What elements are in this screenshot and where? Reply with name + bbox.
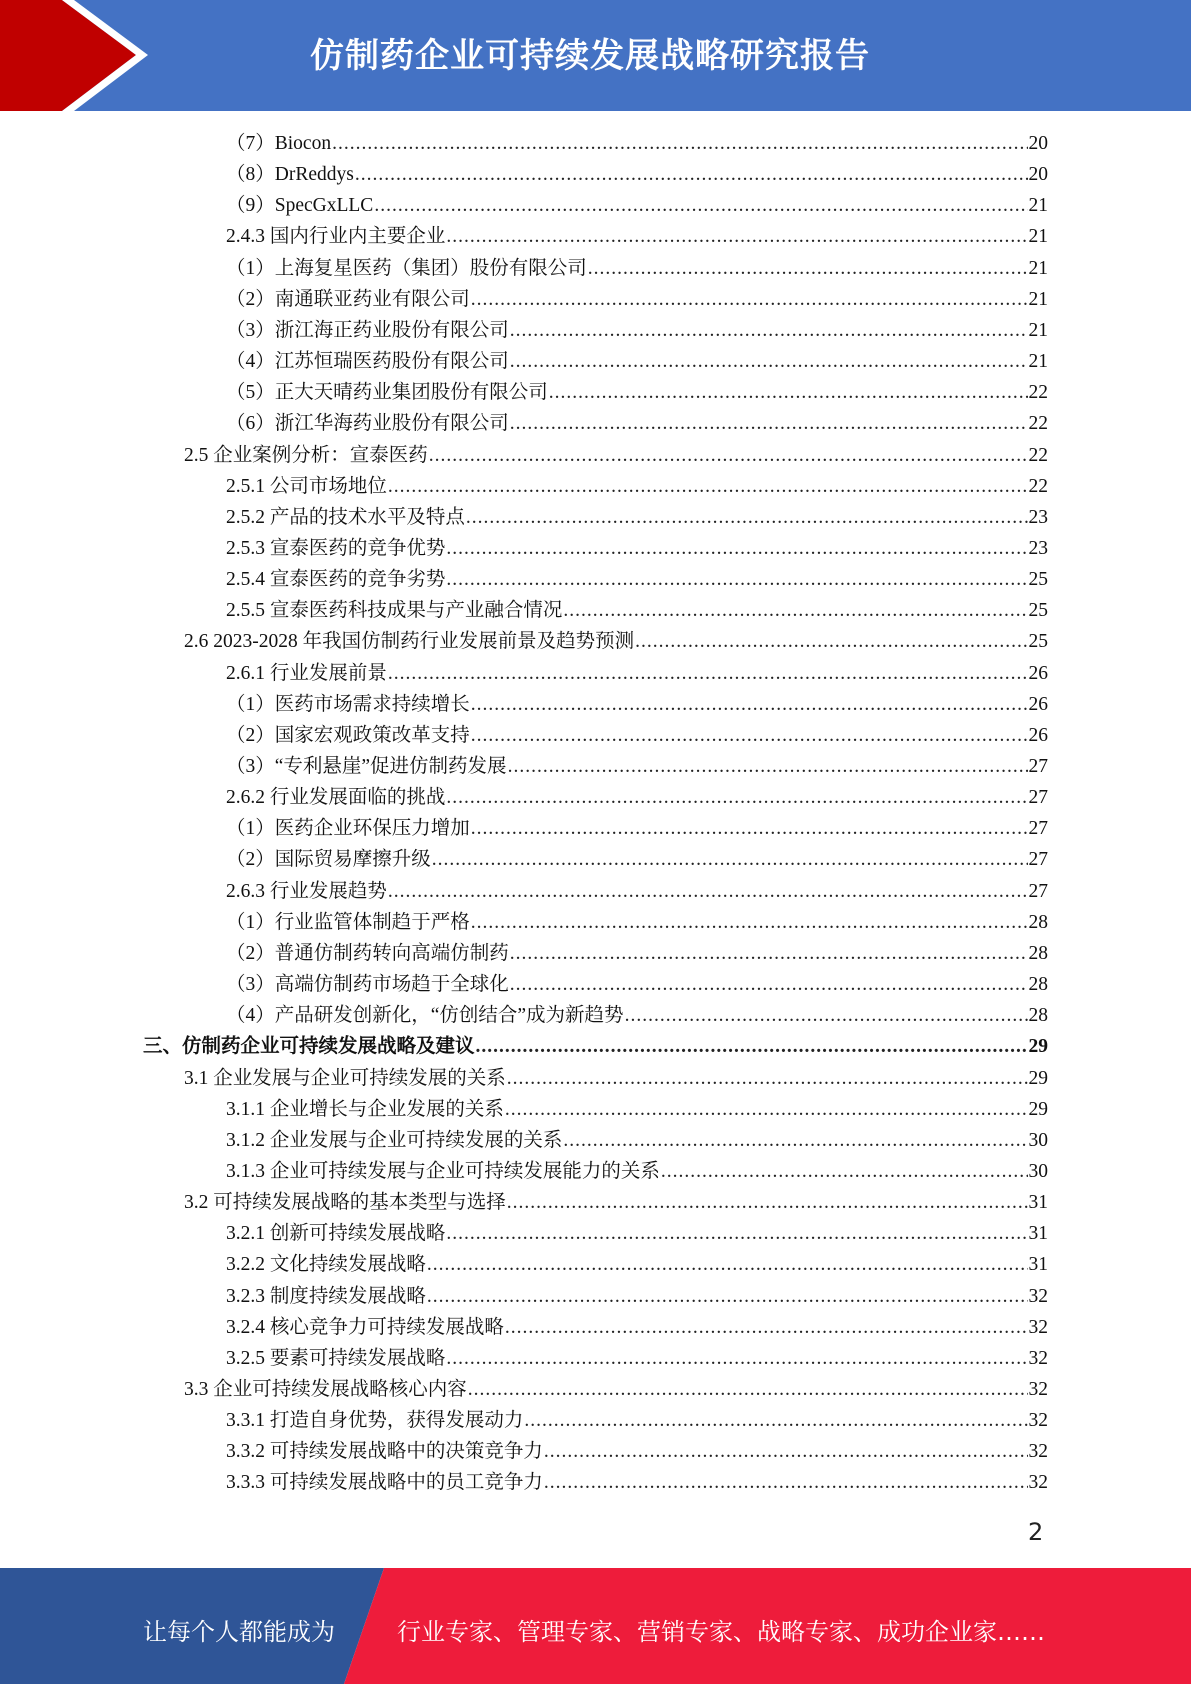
toc-dot-leader [635,626,1027,657]
toc-entry[interactable] [226,1281,1048,1312]
toc-entry-page: 30 [1028,1161,1048,1182]
toc-entry-title: （2）普通仿制药转向高端仿制药 [226,943,509,964]
toc-entry-title: （4）产品研发创新化，“仿创结合”成为新趋势 [226,1005,624,1026]
toc-entry-page: 21 [1028,351,1048,372]
toc-entry[interactable] [226,813,1048,844]
toc-entry-title: （6）浙江华海药业股份有限公司 [226,413,509,434]
toc-entry-page: 30 [1028,1130,1048,1151]
toc-entry[interactable] [226,1094,1048,1125]
toc-entry-page: 26 [1028,725,1048,746]
toc-dot-leader [374,190,1027,221]
toc-entry-page: 28 [1028,1005,1048,1026]
footer-slogan-right: 行业专家、管理专家、营销专家、战略专家、成功企业家…… [397,1618,1045,1646]
toc-entry-title: 3.1.3 企业可持续发展与企业可持续发展能力的关系 [226,1161,660,1182]
toc-dot-leader [588,253,1028,284]
toc-entry-page: 23 [1028,507,1048,528]
toc-entry-title: （1）行业监管体制趋于严格 [226,912,470,933]
toc-entry[interactable] [226,1249,1048,1280]
toc-entry[interactable] [226,876,1048,907]
toc-entry[interactable] [226,408,1048,439]
toc-entry[interactable] [184,1187,1048,1218]
toc-entry[interactable] [184,440,1048,471]
toc-entry-page: 31 [1028,1192,1048,1213]
toc-entry-page: 28 [1028,943,1048,964]
toc-entry-title: 2.5 企业案例分析：宣泰医药 [184,445,428,466]
toc-dot-leader [388,658,1028,689]
toc-dot-leader [508,751,1028,782]
toc-dot-leader [446,1343,1027,1374]
toc-dot-leader [476,1031,1028,1062]
toc-entry-page: 28 [1028,974,1048,995]
toc-entry[interactable] [226,1405,1048,1436]
toc-entry-title: （2）国家宏观政策改革支持 [226,725,470,746]
toc-entry-title: （4）江苏恒瑞医药股份有限公司 [226,351,509,372]
toc-entry-title: （2）南通联亚药业有限公司 [226,289,470,310]
toc-entry[interactable] [226,969,1048,1000]
toc-entry-title: （3）高端仿制药市场趋于全球化 [226,974,509,995]
toc-entry[interactable] [226,315,1048,346]
toc-entry-title: （8）DrReddys [226,164,354,185]
toc-entry[interactable] [226,751,1048,782]
toc-entry-title: 3.2.4 核心竞争力可持续发展战略 [226,1317,504,1338]
toc-entry-title: 3.1 企业发展与企业可持续发展的关系 [184,1068,506,1089]
toc-entry[interactable] [226,128,1048,159]
toc-dot-leader [524,1405,1027,1436]
toc-entry[interactable] [226,1000,1048,1031]
toc-entry-title: 3.1.2 企业发展与企业可持续发展的关系 [226,1130,563,1151]
toc-entry-page: 32 [1028,1441,1048,1462]
toc-entry[interactable] [226,1125,1048,1156]
toc-dot-leader [446,1218,1027,1249]
toc-entry-title: （7）Biocon [226,133,332,154]
toc-entry-title: 2.5.4 宣泰医药的竞争劣势 [226,569,446,590]
toc-dot-leader [510,315,1028,346]
toc-entry-page: 22 [1028,476,1048,497]
toc-entry[interactable] [226,782,1048,813]
toc-entry-title: 3.3 企业可持续发展战略核心内容 [184,1379,467,1400]
toc-entry-title: 2.6 2023-2028 年我国仿制药行业发展前景及趋势预测 [184,631,635,652]
toc-dot-leader [446,564,1027,595]
toc-dot-leader [510,969,1028,1000]
toc-dot-leader [471,689,1028,720]
toc-entry-page: 21 [1028,289,1048,310]
toc-entry-title: 2.5.5 宣泰医药科技成果与产业融合情况 [226,600,563,621]
toc-entry[interactable] [143,1031,1048,1062]
toc-entry-page: 26 [1028,694,1048,715]
toc-entry[interactable] [226,221,1048,252]
toc-entry[interactable] [226,938,1048,969]
toc-entry-title: （9）SpecGxLLC [226,195,374,216]
toc-dot-leader [388,471,1028,502]
toc-dot-leader [427,1249,1028,1280]
toc-entry[interactable] [184,1063,1048,1094]
toc-entry-page: 27 [1028,787,1048,808]
toc-dot-leader [471,284,1028,315]
toc-entry-page: 21 [1028,226,1048,247]
toc-dot-leader [563,1125,1027,1156]
toc-entry-page: 27 [1028,818,1048,839]
toc-entry-page: 32 [1028,1379,1048,1400]
toc-entry-page: 22 [1028,382,1048,403]
toc-dot-leader [427,1281,1028,1312]
toc-dot-leader [510,938,1028,969]
toc-dot-leader [466,502,1028,533]
toc-entry-page: 22 [1028,445,1048,466]
toc-entry[interactable] [226,346,1048,377]
toc-entry[interactable] [226,658,1048,689]
toc-entry[interactable] [184,1374,1048,1405]
toc-entry-title: 3.3.2 可持续发展战略中的决策竞争力 [226,1441,543,1462]
page-footer-banner [0,1568,1191,1684]
toc-entry-title: 3.2.2 文化持续发展战略 [226,1254,426,1275]
toc-entry-page: 29 [1028,1068,1048,1089]
toc-dot-leader [471,907,1028,938]
toc-entry-page: 21 [1028,195,1048,216]
toc-entry-page: 32 [1028,1317,1048,1338]
toc-entry-page: 32 [1028,1410,1048,1431]
toc-entry-page: 20 [1028,133,1048,154]
toc-entry[interactable] [226,720,1048,751]
toc-entry-title: 2.5.2 产品的技术水平及特点 [226,507,465,528]
toc-entry-title: 3.2 可持续发展战略的基本类型与选择 [184,1192,506,1213]
report-title: 仿制药企业可持续发展战略研究报告 [310,36,870,76]
toc-entry[interactable] [226,1343,1048,1374]
toc-entry-page: 32 [1028,1348,1048,1369]
toc-entry-page: 28 [1028,912,1048,933]
toc-dot-leader [510,408,1028,439]
toc-dot-leader [625,1000,1028,1031]
toc-dot-leader [505,1094,1028,1125]
toc-entry[interactable] [226,1218,1048,1249]
toc-entry-page: 21 [1028,258,1048,279]
toc-entry-title: （5）正大天晴药业集团股份有限公司 [226,382,548,403]
toc-entry-title: （3）“专利悬崖”促进仿制药发展 [226,756,507,777]
toc-entry-title: 2.6.2 行业发展面临的挑战 [226,787,446,808]
toc-entry-page: 25 [1028,631,1048,652]
toc-entry-page: 23 [1028,538,1048,559]
toc-entry-title: 3.2.1 创新可持续发展战略 [226,1223,446,1244]
toc-entry-page: 27 [1028,881,1048,902]
toc-entry[interactable] [226,377,1048,408]
toc-entry[interactable] [226,1312,1048,1343]
toc-entry[interactable] [226,689,1048,720]
page-header-banner [0,0,1191,111]
toc-entry-page: 25 [1028,600,1048,621]
toc-entry-title: 3.2.5 要素可持续发展战略 [226,1348,446,1369]
toc-entry[interactable] [226,159,1048,190]
toc-dot-leader [388,876,1028,907]
toc-dot-leader [471,813,1028,844]
toc-entry[interactable] [226,502,1048,533]
toc-entry-page: 32 [1028,1286,1048,1307]
toc-dot-leader [471,720,1028,751]
toc-dot-leader [432,844,1028,875]
toc-entry[interactable] [226,564,1048,595]
toc-entry-page: 22 [1028,413,1048,434]
toc-entry[interactable] [226,190,1048,221]
toc-entry[interactable] [226,533,1048,564]
toc-entry-title: 3.2.3 制度持续发展战略 [226,1286,426,1307]
toc-entry-title: 2.4.3 国内行业内主要企业 [226,226,446,247]
toc-dot-leader [544,1436,1028,1467]
header-arrow-red [0,0,136,111]
toc-dot-leader [544,1467,1028,1498]
footer-slogan-left: 让每个人都能成为 [143,1618,335,1646]
toc-entry[interactable] [226,1436,1048,1467]
page-number: 2 [1028,1518,1044,1546]
toc-entry-page: 21 [1028,320,1048,341]
toc-entry[interactable] [226,844,1048,875]
toc-entry[interactable] [226,907,1048,938]
toc-entry-title: （1）医药市场需求持续增长 [226,694,470,715]
toc-dot-leader [507,1187,1028,1218]
toc-dot-leader [510,346,1028,377]
toc-entry-title: 2.5.3 宣泰医药的竞争优势 [226,538,446,559]
toc-entry-page: 26 [1028,663,1048,684]
toc-dot-leader [507,1063,1028,1094]
toc-entry[interactable] [226,284,1048,315]
toc-entry-page: 29 [1028,1036,1048,1057]
toc-entry[interactable] [226,471,1048,502]
toc-entry-title: 2.5.1 公司市场地位 [226,476,387,497]
toc-dot-leader [446,533,1027,564]
toc-dot-leader [332,128,1027,159]
toc-entry-page: 27 [1028,849,1048,870]
toc-entry-page: 32 [1028,1472,1048,1493]
toc-entry-page: 31 [1028,1254,1048,1275]
toc-entry-page: 27 [1028,756,1048,777]
toc-entry-title: 3.1.1 企业增长与企业发展的关系 [226,1099,504,1120]
toc-entry-title: 3.3.3 可持续发展战略中的员工竞争力 [226,1472,543,1493]
toc-dot-leader [505,1312,1028,1343]
toc-entry-page: 20 [1028,164,1048,185]
toc-dot-leader [468,1374,1028,1405]
toc-dot-leader [446,782,1027,813]
toc-entry-page: 29 [1028,1099,1048,1120]
toc-dot-leader [661,1156,1028,1187]
toc-dot-leader [446,221,1027,252]
toc-entry-page: 25 [1028,569,1048,590]
toc-entry-title: （1）上海复星医药（集团）股份有限公司 [226,258,587,279]
toc-entry-title: （3）浙江海正药业股份有限公司 [226,320,509,341]
toc-entry[interactable] [226,1156,1048,1187]
toc-dot-leader [563,595,1027,626]
toc-entry[interactable] [184,626,1048,657]
toc-entry[interactable] [226,1467,1048,1498]
toc-dot-leader [549,377,1028,408]
toc-entry[interactable] [226,595,1048,626]
toc-entry-title: （2）国际贸易摩擦升级 [226,849,431,870]
toc-entry-title: 2.6.1 行业发展前景 [226,663,387,684]
toc-dot-leader [429,440,1028,471]
toc-entry[interactable] [226,253,1048,284]
toc-entry-title: 3.3.1 打造自身优势，获得发展动力 [226,1410,524,1431]
toc-entry-title: 三、仿制药企业可持续发展战略及建议 [143,1036,475,1057]
toc-entry-title: （1）医药企业环保压力增加 [226,818,470,839]
toc-entry-title: 2.6.3 行业发展趋势 [226,881,387,902]
toc-dot-leader [355,159,1028,190]
toc-entry-page: 31 [1028,1223,1048,1244]
